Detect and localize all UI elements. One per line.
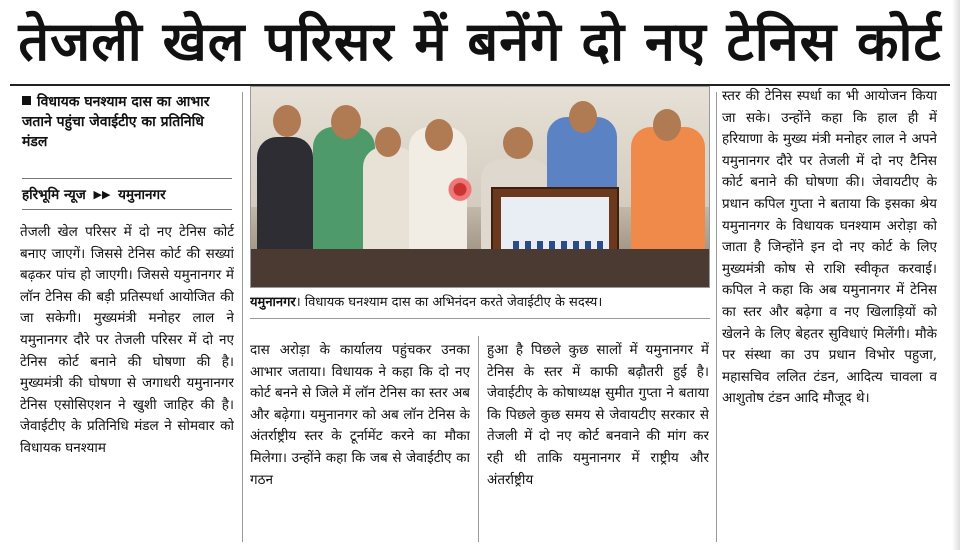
photo-head (425, 119, 453, 151)
photo-desk (251, 249, 709, 287)
caption-rule (250, 318, 710, 319)
article-column-2: दास अरोड़ा के कार्यालय पहुंचकर उनका आभार जताया। विधायक ने कहा कि दो नए कोर्ट बनने से जिले में लॉन टेनिस का स्तर अब और बढ़ेगा। यमुनानगर को अब लॉन टेनिस के अंतर्राष्ट्रीय स्तर के टूर्नामेंट करने का मौका मिलेगा। उन्होंने कहा कि जब से जेवाईटीए का गठन (250, 342, 470, 488)
column-rule (478, 336, 479, 542)
caption-place: यमुनानगर (250, 295, 296, 310)
photo-head (569, 101, 597, 133)
photo-head (331, 105, 361, 139)
column-rule (242, 92, 243, 542)
photo-head (503, 127, 533, 159)
news-photo (250, 86, 710, 288)
article-column-4: स्तर की टेनिस स्पर्धा का भी आयोजन किया जा सके। उन्होंने कहा कि हाल ही में हरियाणा के मुख्य मंत्री मनोहर लाल ने अपने यमुनानगर दौरे पर तेजली में दो नए टैनिस कोर्ट बनाने की घोषणा की। जेवायटीए के प्रधान कपिल गुप्ता ने बताया कि इसका श्रेय यमुनानगर के विधायक घनश्याम अरोड़ा को जाता है जिन्होंने इन दो नए कोर्ट के लिए मुख्यमंत्री कोष से राशि स्वीकृत करवाई। कपिल ने कहा कि अब यमुनानगर में टेनिस का स्तर और बढ़ेगा व नए खिलाड़ियों को खेलने के लिए बेहतर सुविधाएं मिलेंगी। मौके पर संस्था का उप प्रधान विभोर पहुजा, महासचिव ललित टंडन, आदित्य चावला व आशुतोष टंडन आदि मौजूद थे। (722, 88, 937, 407)
photo-head (375, 127, 401, 157)
deck-text: विधायक घनश्याम दास का आभार जताने पहुंचा जेवाईटीए का प्रतिनिधि मंडल (22, 94, 210, 150)
photo-head (273, 105, 301, 137)
photo-head (653, 109, 681, 141)
headline: तेजली खेल परिसर में बनेंगे दो नए टेनिस कोर्ट (18, 10, 942, 73)
byline (22, 178, 232, 210)
caption-text: । विधायक घनश्याम दास का अभिनंदन करते जेवाईटीए के सदस्य। (295, 295, 603, 310)
byline-source: हरिभूमि न्यूज (22, 187, 86, 203)
flower-bouquet (447, 175, 473, 211)
double-arrow-icon: ▶▶ (93, 188, 111, 201)
page-edge-shadow (952, 0, 960, 550)
article-column-3: हुआ है पिछले कुछ सालों में यमुनानगर में टेनिस के स्तर में काफी बढ़ौतरी हुई है। जेवाईटीए के कोषाध्यक्ष सुमीत गुप्ता ने बताया कि पिछले कुछ समय से जेवायटीए सरकार से तेजली में दो नए कोर्ट बनवाने की मांग कर रही थी ताकि यमुनानगर में राष्ट्रीय और अंतर्राष्ट्रीय (487, 342, 709, 488)
column-rule (716, 92, 717, 542)
byline-city: यमुनानगर (118, 187, 166, 203)
article-column-1: तेजली खेल परिसर में दो नए टेनिस कोर्ट बनाए जाएगें। जिससे टेनिस कोर्ट की सख्यां बढ़कर पांच हो जाएगी। जिससे यमुनानगर में लॉन टेनिस की बड़ी प्रतिस्पर्धा आयोजित की जा सकेगी। मुख्यमंत्री मनोहर लाल ने यमुनानगर दौरे पर तेजली परिसर में दो नए टेनिस कोर्ट बनाने की घोषणा की है। मुख्यमंत्री की घोषणा से जगाधरी यमुनानगर टेनिस एसोसिएशन ने खुशी जाहिर की है। जेवाईटीए के प्रतिनिधि मंडल ने सोमवार को विधायक घनश्याम (20, 224, 234, 456)
bullet-square-icon (22, 96, 31, 105)
deck (22, 92, 232, 152)
photo-caption (250, 290, 710, 316)
